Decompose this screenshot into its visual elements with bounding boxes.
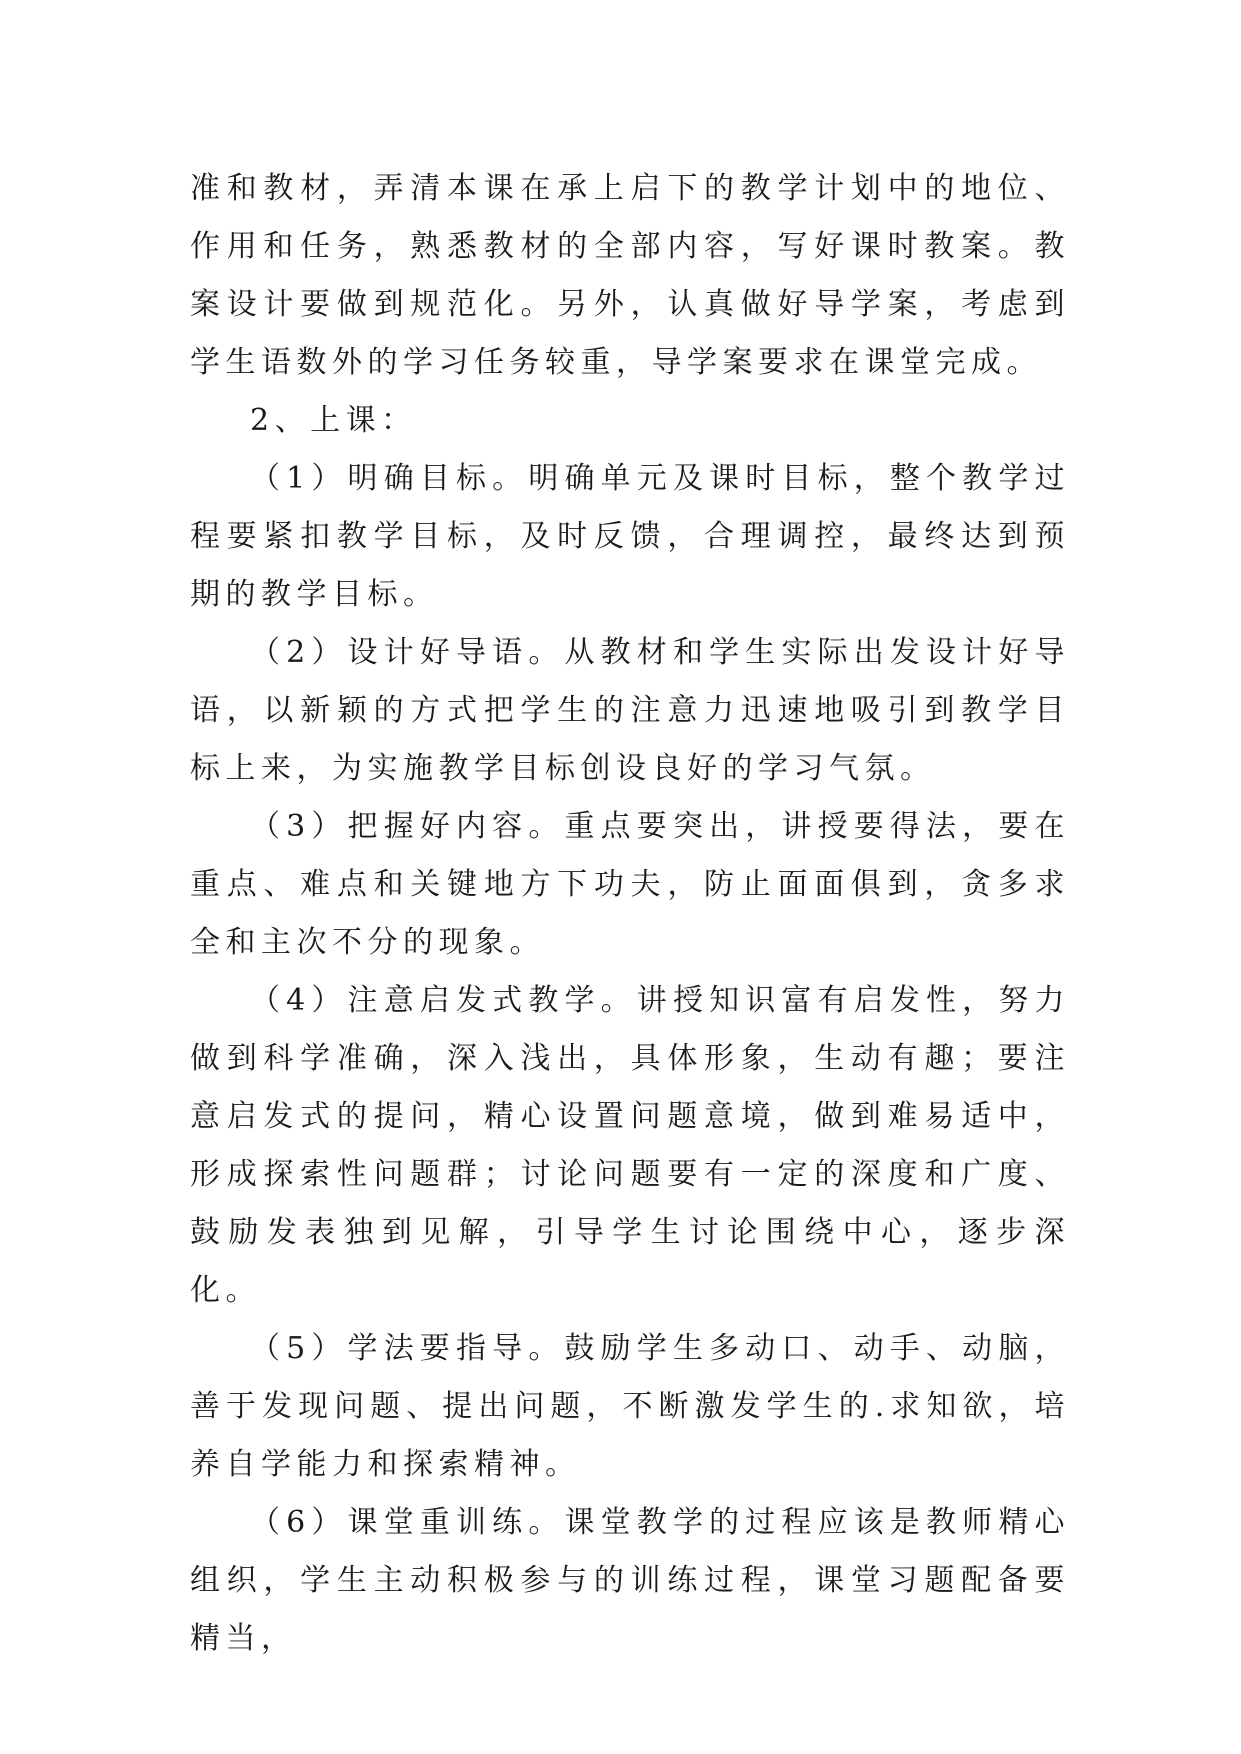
paragraph-item-1: （1）明确目标。明确单元及课时目标，整个教学过程要紧扣教学目标，及时反馈，合理调控，最终达到预期的教学目标。 bbox=[190, 461, 1070, 612]
paragraph-continuation: 准和教材，弄清本课在承上启下的教学计划中的地位、作用和任务，熟悉教材的全部内容，写好课时教案。教案设计要做到规范化。另外，认真做好导学案，考虑到学生语数外的学习任务较重，导学案要求在课堂完成。 bbox=[190, 171, 1070, 380]
paragraph-item-4: （4）注意启发式教学。讲授知识富有启发性，努力做到科学准确，深入浅出，具体形象，生动有趣；要注意启发式的提问，精心设置问题意境，做到难易适中，形成探索性问题群；讨论问题要有一定的深度和广度、鼓励发表独到见解，引导学生讨论围绕中心，逐步深化。 bbox=[190, 983, 1070, 1308]
document-body bbox=[190, 160, 1070, 1668]
paragraph-item-6: （6）课堂重训练。课堂教学的过程应该是教师精心组织，学生主动积极参与的训练过程，课堂习题配备要精当， bbox=[190, 1505, 1070, 1656]
paragraph-item-5: （5）学法要指导。鼓励学生多动口、动手、动脑，善于发现问题、提出问题，不断激发学生的.求知欲，培养自学能力和探索精神。 bbox=[190, 1331, 1070, 1482]
section-heading-lesson: 2、上课： bbox=[250, 403, 417, 438]
paragraph-item-2: （2）设计好导语。从教材和学生实际出发设计好导语，以新颖的方式把学生的注意力迅速地吸引到教学目标上来，为实施教学目标创设良好的学习气氛。 bbox=[190, 635, 1070, 786]
paragraph-item-3: （3）把握好内容。重点要突出，讲授要得法，要在重点、难点和关键地方下功夫，防止面面俱到，贪多求全和主次不分的现象。 bbox=[190, 809, 1070, 960]
